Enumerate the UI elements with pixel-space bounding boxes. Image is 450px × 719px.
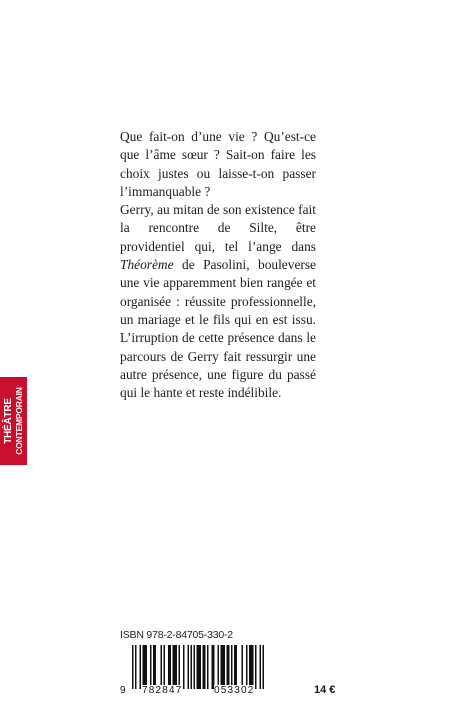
blurb-paragraph-1 (120, 128, 316, 201)
blurb-questions: Que fait-on d’une vie ? Qu’est-ce que l’âme sœur ? Sait-on faire les choix justes ou laisse-t-on passer l’immanquable ? (120, 129, 316, 199)
blurb-paragraph-2 (120, 201, 316, 402)
collection-tab (0, 377, 27, 465)
barcode-bar (203, 645, 206, 689)
barcode-bar (218, 645, 220, 689)
blurb-summary-end: de Pasolini, bouleverse une vie apparemment bien rangée et organisée : réussite professionnelle, un mariage et le fils qui en est issu. L’irruption de cette présence dans le parcours de Gerry fait ressurgir une autre présence, une figure du passé qui le hante et reste indélibile. (120, 257, 316, 401)
collection-line-1: THÉÂTRE (2, 398, 14, 444)
barcode-bar (179, 645, 181, 689)
collection-line-2: CONTEMPORAIN (13, 387, 24, 455)
barcode-bar (242, 645, 244, 689)
film-title: Théorème (120, 257, 174, 273)
barcode-bar (143, 645, 148, 689)
barcode-bar (246, 645, 248, 689)
barcode-bar (231, 645, 233, 689)
barcode-bar (173, 645, 178, 689)
barcode-bar (150, 645, 152, 689)
barcode-bar (207, 645, 209, 689)
barcode-bar (260, 645, 262, 689)
barcode-bar (212, 645, 215, 689)
barcode-bar (263, 645, 265, 689)
barcode-right-group: 053302 (214, 685, 255, 696)
barcode-left-group: 782847 (142, 685, 183, 696)
barcode-bar (140, 645, 142, 689)
collection-label (4, 387, 24, 455)
barcode-bar (161, 645, 163, 689)
barcode-bar (153, 645, 156, 689)
blurb-summary-start: Gerry, au mitan de son existence fait la rencontre de Silte, être providentiel qui, tel l’ange dans (120, 202, 316, 254)
back-cover-blurb (120, 128, 316, 402)
barcode-bar (164, 645, 166, 689)
barcode-bar (255, 645, 257, 689)
barcode (120, 645, 288, 695)
barcode-bar (191, 645, 193, 689)
barcode-bar (221, 645, 226, 689)
isbn-number: ISBN 978-2-84705-330-2 (120, 629, 233, 641)
barcode-bar (227, 645, 230, 689)
barcode-bar (194, 645, 196, 689)
barcode-bar (168, 645, 171, 689)
barcode-bar (135, 645, 137, 689)
barcode-bar (197, 645, 202, 689)
price: 14 € (314, 684, 336, 696)
barcode-bar (234, 645, 237, 689)
barcode-bar (188, 645, 190, 689)
barcode-bar (183, 645, 185, 689)
barcode-bar (249, 645, 254, 689)
barcode-first-digit: 9 (120, 685, 127, 696)
barcode-bar (132, 645, 134, 689)
